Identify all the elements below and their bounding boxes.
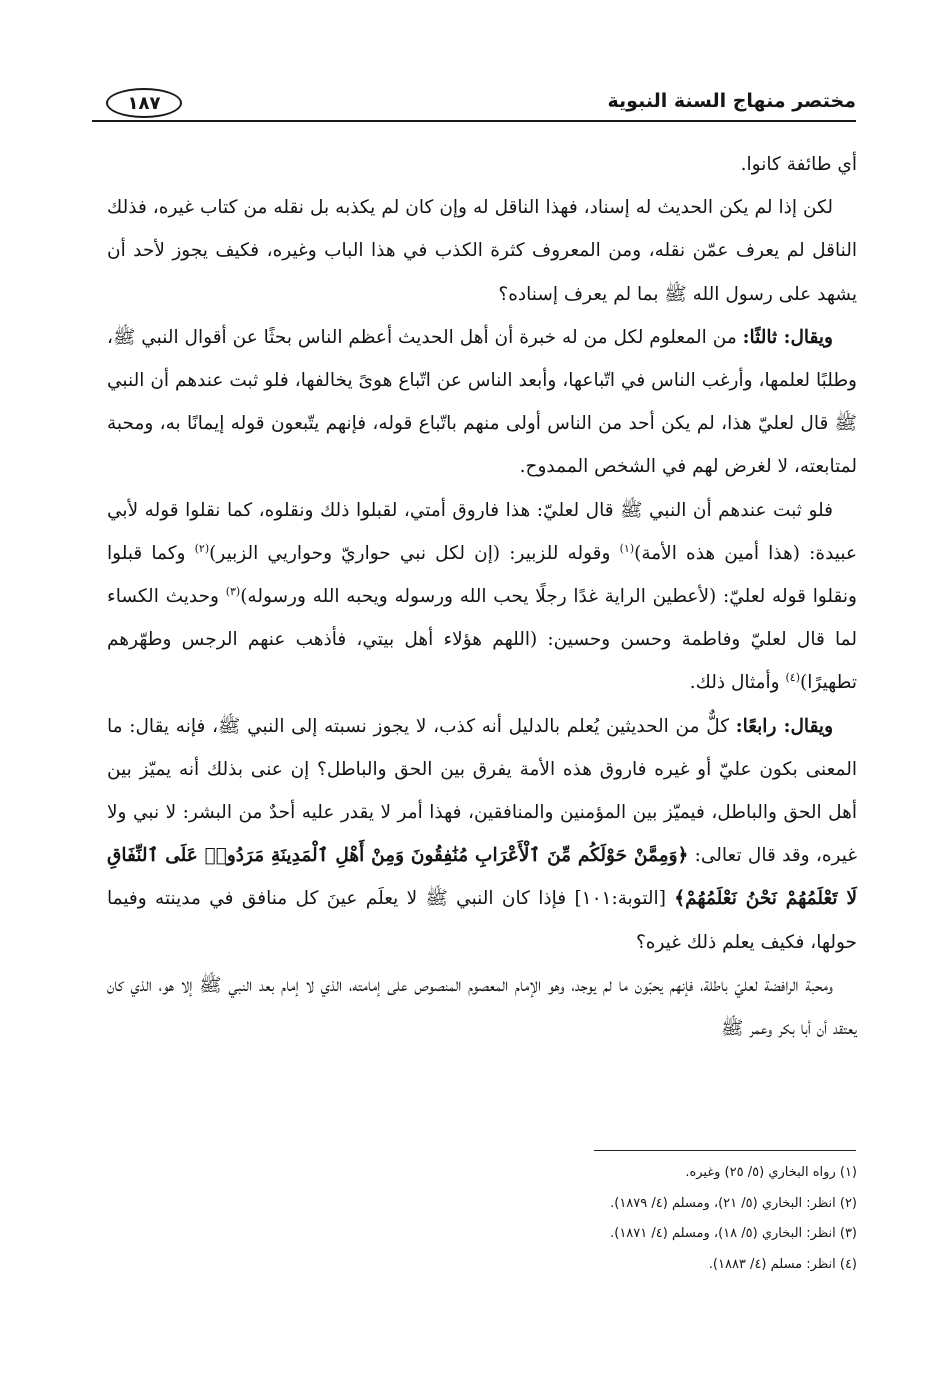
paragraph-text: وحديث الكساء لما قال لعليّ وفاطمة وحسن وحسين: (اللهم هؤلاء أهل بيتي، فأذهب عنهم الرجس وطهّرهم تطهيرًا) xyxy=(107,586,857,694)
paragraph xyxy=(107,143,857,186)
paragraph-lead: ويقال: ثالثًا: xyxy=(742,326,833,348)
paragraph-text: كلٌّ من الحديثين يُعلم بالدليل أنه كذب، لا يجوز نسبته إلى النبي ﷺ، فإنه يقال: ما المعنى بكون عليّ أو غيره فاروق هذه الأمة يفرق بين الحق والباطل؟ إن عنى بذلك أنه يميّز بين أهل الحق والباطل، فيميّز بين المؤمنين والمنافقين، فهذا أمر لا يقدر عليه أحدٌ من البشر: لا نبي ولا غيره، وقد قال تعالى: xyxy=(107,715,857,867)
paragraph-text: أي طائفة كانوا. xyxy=(740,154,857,175)
running-title: مختصر منهاج السنة النبوية xyxy=(607,90,856,112)
paragraph-text: من المعلوم لكل من له خبرة أن أهل الحديث أعظم الناس بحثًا عن أقوال النبي ﷺ، وطلبًا لعلمها، وأرغب الناس في اتّباعها، وأبعد الناس عن اتّباع هوىً يخالفها، فلو ثبت عندهم أن النبي ﷺ قال لعليّ هذا، لم يكن أحد من الناس أولى منهم باتّباع قوله، فإنهم يتّبعون قوله إيمانًا به، ومحبة لمتابعته، لا لغرض لهم في الشخص الممدوح. xyxy=(107,326,857,478)
paragraph-text: وأمثال ذلك. xyxy=(689,672,786,694)
paragraph-text: وقوله للزبير: (إن لكل نبي حواريّ وحواريي الزبير) xyxy=(209,542,620,564)
footnote: (٢) انظر: البخاري (٥/ ٢١)، ومسلم (٤/ ١٨٧٩). xyxy=(610,1195,857,1211)
verse-reference: [التوبة:١٠١] xyxy=(574,888,675,910)
footnote-marker: (٣) xyxy=(225,584,241,598)
footnote-marker: (٢) xyxy=(194,541,210,555)
paragraph-text: فلو ثبت عندهم أن النبي ﷺ قال لعليّ: هذا فاروق أمتي، لقبلوا ذلك ونقلوه، كما نقلوا قوله لأبي عبيدة: (هذا أمين هذه الأمة) xyxy=(107,499,857,564)
page-number-badge xyxy=(106,88,182,118)
footnote-marker: (٤) xyxy=(785,671,800,685)
paragraph xyxy=(107,705,857,964)
footnote: (٤) انظر: مسلم (٤/ ١٨٨٣). xyxy=(708,1256,857,1272)
paragraph xyxy=(107,316,857,489)
page-number: ١٨٧ xyxy=(127,92,161,114)
paragraph-lead: ويقال: رابعًا: xyxy=(735,715,834,737)
quran-verse: ﴿وَمِمَّنْ حَوْلَكُم مِّنَ ٱلْأَعْرَابِ مُنَٰفِقُونَ وَمِنْ أَهْلِ ٱلْمَدِينَةِ مَرَدُوا۟ عَلَى ٱلنِّفَاقِ لَا تَعْلَمُهُمْ نَحْنُ نَعْلَمُهُمْ﴾ xyxy=(107,845,857,910)
paragraph xyxy=(107,489,857,705)
paragraph-text: ومحبة الرافضة لعليّ باطلة، فإنهم يحبّون ما لم يوجد، وهو الإمام المعصوم المنصوص على إمامته، الذي لا إمام بعد النبي ﷺ إلا هو، الذي كان يعتقد أن أبا بكر وعمر ﷺ xyxy=(107,974,857,1040)
footnote: (٣) انظر: البخاري (٥/ ١٨)، ومسلم (٤/ ١٨٧١). xyxy=(610,1226,857,1241)
footnote: (١) رواه البخاري (٥/ ٢٥) وغيره. xyxy=(685,1165,857,1180)
footnote-marker: (١) xyxy=(619,541,635,555)
footnote-separator xyxy=(594,1150,856,1151)
paragraph xyxy=(107,964,857,1050)
paragraph-text: فإذا كان النبي ﷺ لا يعلَم عينَ كل منافق في مدينته وفيما حولها، فكيف يعلم ذلك غيره؟ xyxy=(107,888,857,953)
page-header xyxy=(92,84,856,124)
paragraph xyxy=(107,186,857,316)
body-text xyxy=(107,143,857,1050)
header-rule xyxy=(92,120,856,122)
paragraph-text: لكن إذا لم يكن الحديث له إسناد، فهذا الناقل له وإن كان لم يكذبه بل نقله من كتاب غيره، فذلك الناقل لم يعرف عمّن نقله، ومن المعروف كثرة الكذب في هذا الباب وغيره، فكيف يجوز لأحد أن يشهد على رسول الله ﷺ بما لم يعرف إسناده؟ xyxy=(107,197,857,305)
footnotes xyxy=(107,1158,857,1280)
paragraph-text: وكما قبلوا ونقلوا قوله لعليّ: (لأعطين الراية غدًا رجلًا يحب الله ورسوله ويحبه الله ورسوله) xyxy=(107,542,857,608)
